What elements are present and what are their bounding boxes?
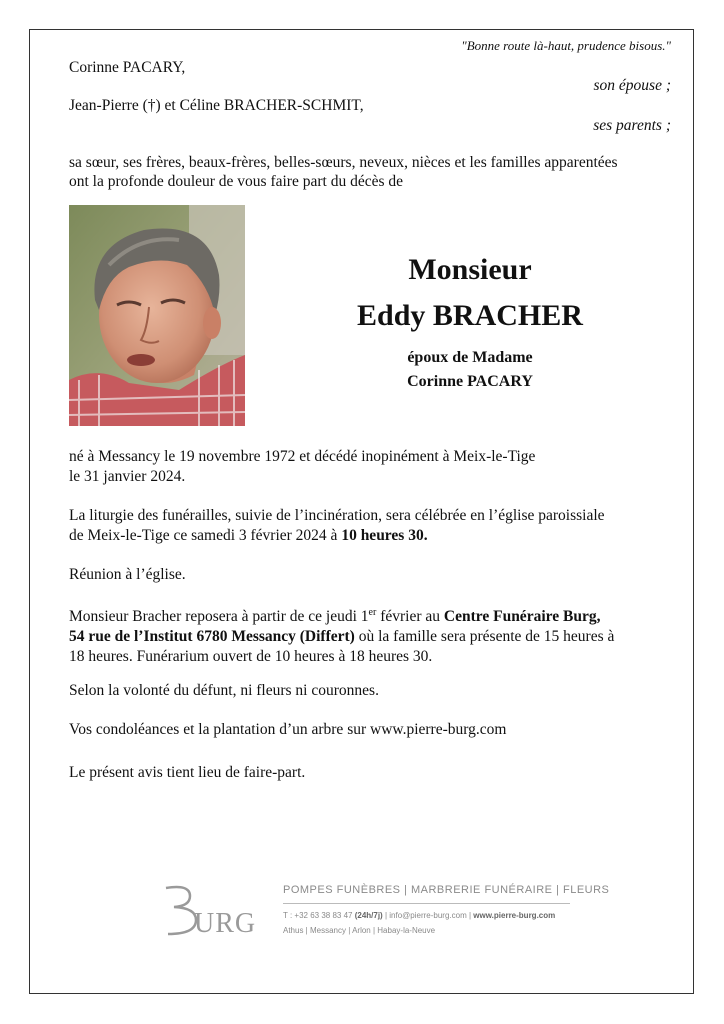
parents-role: ses parents ; bbox=[593, 117, 671, 134]
rest-paragraph bbox=[69, 603, 614, 667]
deceased-name: Eddy BRACHER bbox=[357, 299, 583, 332]
spouse-of-name: Corinne PACARY bbox=[407, 373, 533, 390]
logo-text: URG bbox=[194, 908, 257, 938]
spouse-of-label: époux de Madame bbox=[407, 349, 533, 366]
footer-website[interactable]: www.pierre-burg.com bbox=[473, 911, 556, 920]
meeting-paragraph: Réunion à l’église. bbox=[69, 566, 186, 583]
rest-line2-text: où la famille sera présente de 15 heures à bbox=[354, 628, 615, 646]
birth-death-paragraph bbox=[69, 447, 535, 487]
rest-line3: 18 heures. Funérarium ouvert de 10 heures à 18 heures 30. bbox=[69, 648, 433, 666]
announcement-line: ont la profonde douleur de vous faire part du décès de bbox=[69, 173, 403, 190]
parents-name: Jean-Pierre (†) et Céline BRACHER-SCHMIT, bbox=[69, 97, 364, 114]
footer-info bbox=[283, 882, 609, 937]
rest-place-name: Centre Funéraire Burg, bbox=[443, 608, 601, 626]
birth-death-line1: né à Messancy le 19 novembre 1972 et décédé inopinément à Meix-le-Tige bbox=[69, 448, 536, 465]
spouse-name: Corinne PACARY, bbox=[69, 59, 186, 76]
footer-locations: Athus | Messancy | Arlon | Habay-la-Neuve bbox=[283, 926, 436, 935]
liturgy-line2-text: de Meix-le-Tige ce samedi 3 février 2024 à bbox=[69, 527, 342, 544]
deceased-title: Monsieur bbox=[408, 253, 532, 286]
rest-line1 bbox=[69, 603, 614, 627]
rest-line1-text: Monsieur Bracher reposera à partir de ce jeudi 1 bbox=[69, 608, 369, 626]
spouse-role: son épouse ; bbox=[593, 77, 671, 94]
portrait-photo bbox=[69, 205, 245, 426]
birth-death-line2: le 31 janvier 2024. bbox=[69, 468, 186, 485]
motto-quote: "Bonne route là-haut, prudence bisous." bbox=[461, 38, 671, 53]
footer-email[interactable]: info@pierre-burg.com bbox=[389, 911, 467, 920]
notice-paragraph: Le présent avis tient lieu de faire-part. bbox=[69, 764, 306, 781]
rest-place-address: 54 rue de l’Institut 6780 Messancy (Differt) bbox=[69, 628, 355, 646]
footer-services: POMPES FUNÈBRES | MARBRERIE FUNÉRAIRE | FLEURS bbox=[283, 884, 610, 896]
flowers-paragraph: Selon la volonté du défunt, ni fleurs ni couronnes. bbox=[69, 682, 379, 699]
liturgy-paragraph bbox=[69, 506, 605, 546]
rest-ordinal: er bbox=[368, 607, 377, 618]
footer-contact: T : +32 63 38 83 47 (24h/7j) | info@pierre-burg.com | www.pierre-burg.com bbox=[283, 911, 556, 920]
family-others-line: sa sœur, ses frères, beaux-frères, belles-sœurs, neveux, nièces et les familles apparentées bbox=[69, 154, 618, 171]
condolences-paragraph: Vos condoléances et la plantation d’un arbre sur www.pierre-burg.com bbox=[69, 721, 507, 738]
rest-line1-mid: février au bbox=[376, 608, 444, 626]
footer-phone-hours: (24h/7j) bbox=[354, 911, 383, 920]
liturgy-time: 10 heures 30. bbox=[341, 527, 428, 544]
liturgy-line1: La liturgie des funérailles, suivie de l’incinération, sera célébrée en l’église paroissiale bbox=[69, 507, 605, 524]
deceased-name-block bbox=[320, 250, 620, 394]
burg-logo bbox=[160, 882, 260, 938]
liturgy-line2 bbox=[69, 526, 605, 546]
footer-divider bbox=[283, 903, 570, 904]
rest-line2 bbox=[69, 627, 614, 647]
footer-phone: T : +32 63 38 83 47 bbox=[283, 911, 353, 920]
